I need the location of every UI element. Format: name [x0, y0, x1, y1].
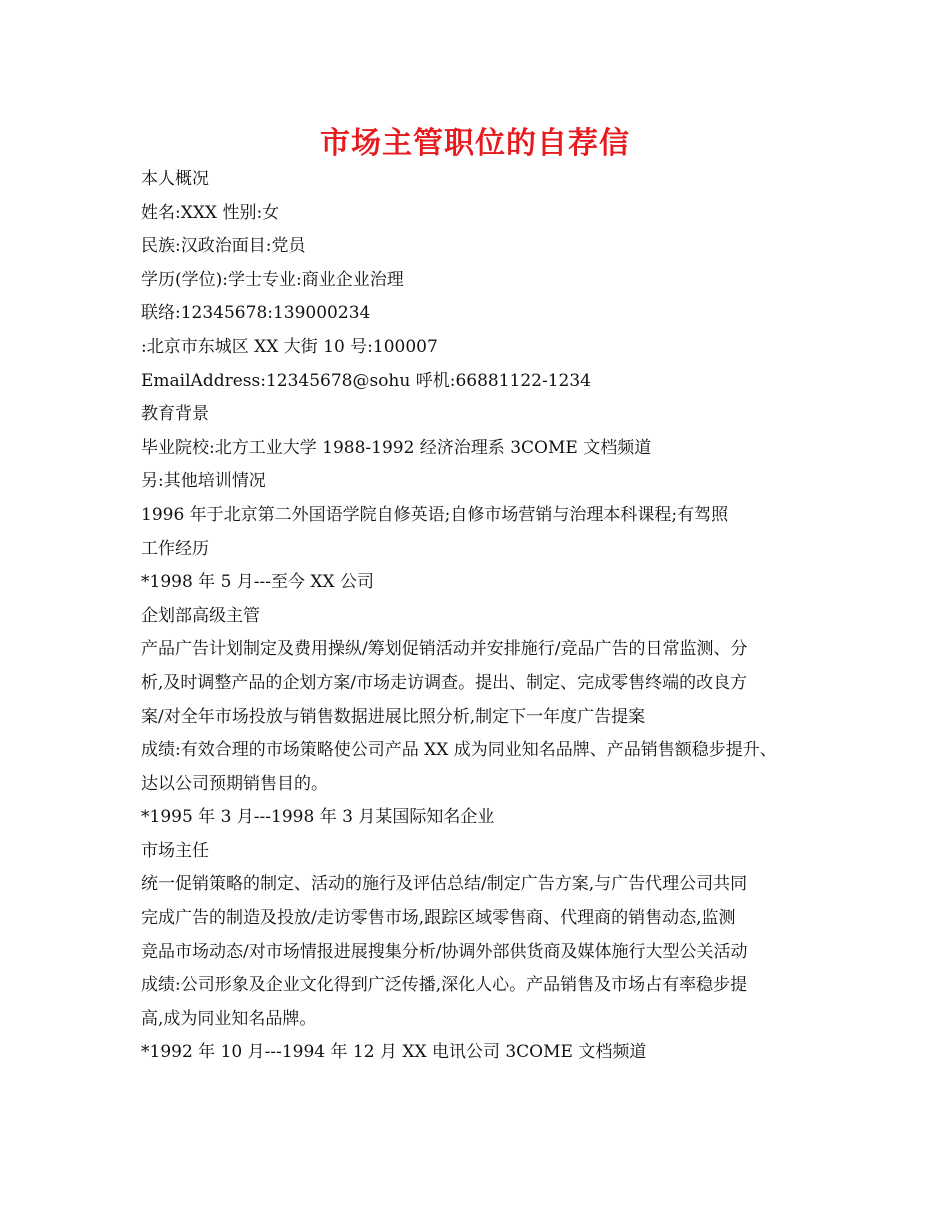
work-entry-1-desc-line-2: 析,及时调整产品的企划方案/市场走访调查。提出、制定、完成零售终端的改良方 [141, 672, 748, 693]
profile-address: :北京市东城区 XX 大街 10 号:100007 [141, 336, 438, 357]
work-entry-3-period: *1992 年 10 月---1994 年 12 月 XX 电讯公司 3COME 文档频道 [141, 1042, 647, 1063]
education-school: 毕业院校:北方工业大学 1988-1992 经济治理系 3COME 文档频道 [141, 437, 652, 458]
work-entry-2-desc-line-3: 竞品市场动态/对市场情报进展搜集分析/协调外部供货商及媒体施行大型公关活动 [141, 941, 748, 962]
education-other-training: 1996 年于北京第二外国语学院自修英语;自修市场营销与治理本科课程;有驾照 [141, 504, 729, 525]
work-entry-1-period: *1998 年 5 月---至今 XX 公司 [141, 572, 375, 593]
profile-email-pager: EmailAddress:12345678@sohu 呼机:66881122-1234 [141, 370, 591, 391]
work-entry-1-achievement-line-2: 达以公司预期销售目的。 [141, 773, 328, 794]
profile-degree-major: 学历(学位):学士专业:商业企业治理 [141, 269, 404, 290]
document-body [141, 163, 841, 1070]
work-entry-2-desc-line-1: 统一促销策略的制定、活动的施行及评估总结/制定广告方案,与广告代理公司共同 [141, 874, 748, 895]
work-entry-1-title: 企划部高级主管 [141, 605, 260, 626]
profile-ethnicity-politics: 民族:汉政治面目:党员 [141, 236, 306, 257]
profile-contact-phone: 联络:12345678:139000234 [141, 303, 371, 324]
page-title: 市场主管职位的自荐信 [320, 126, 630, 161]
section-heading-education: 教育背景 [141, 404, 209, 425]
work-entry-2-period: *1995 年 3 月---1998 年 3 月某国际知名企业 [141, 807, 495, 828]
work-entry-2-desc-line-2: 完成广告的制造及投放/走访零售市场,跟踪区域零售商、代理商的销售动态,监测 [141, 908, 736, 929]
section-heading-work: 工作经历 [141, 538, 209, 559]
work-entry-2-title: 市场主任 [141, 840, 209, 861]
work-entry-1-desc-line-1: 产品广告计划制定及费用操纵/筹划促销活动并安排施行/竞品广告的日常监测、分 [141, 639, 748, 660]
section-heading-profile: 本人概况 [141, 169, 209, 189]
work-entry-2-achievement-line-1: 成绩:公司形象及企业文化得到广泛传播,深化人心。产品销售及市场占有率稳步提 [141, 975, 748, 996]
education-other-training-heading: 另:其他培训情况 [141, 471, 266, 492]
work-entry-1-achievement-line-1: 成绩:有效合理的市场策略使公司产品 XX 成为同业知名品牌、产品销售额稳步提升、 [141, 740, 777, 761]
profile-name-gender: 姓名:XXX 性别:女 [141, 202, 280, 223]
work-entry-2-achievement-line-2: 高,成为同业知名品牌。 [141, 1008, 317, 1029]
work-entry-1-desc-line-3: 案/对全年市场投放与销售数据进展比照分析,制定下一年度广告提案 [141, 706, 646, 727]
